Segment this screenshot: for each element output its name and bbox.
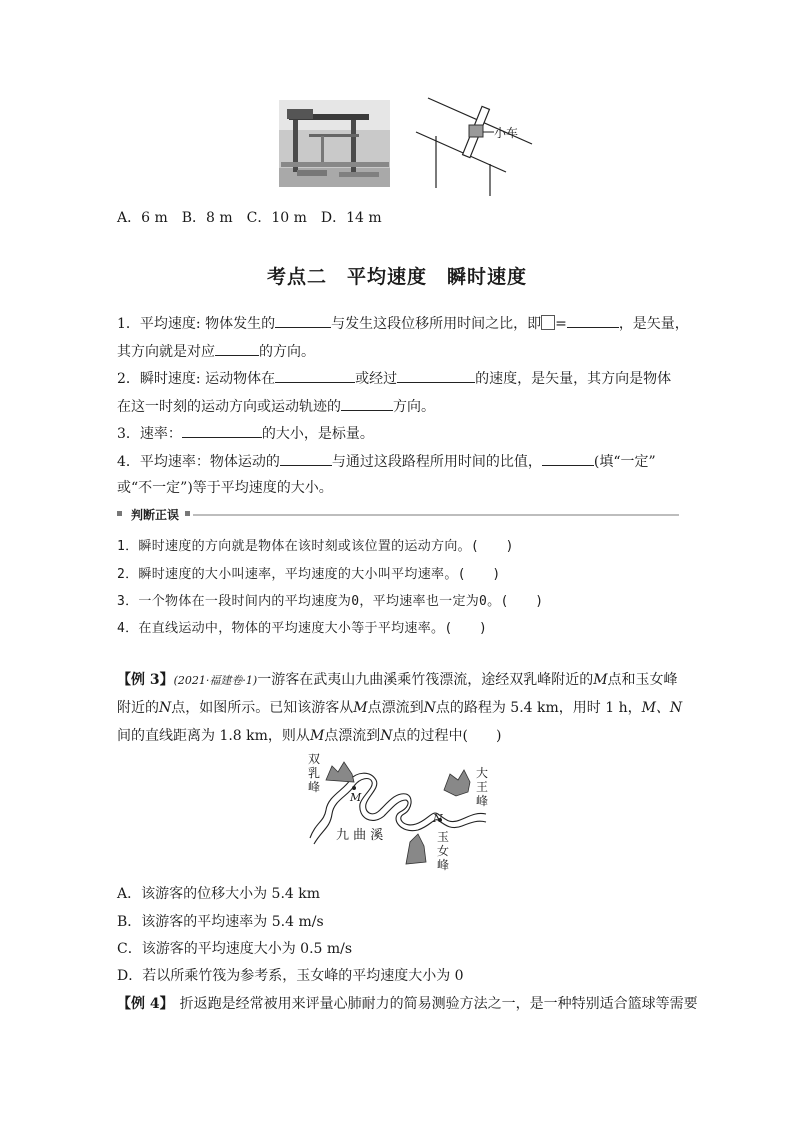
example-text: 间的直线距离为 1.8 km，则从 — [117, 728, 310, 744]
concept-line-2 — [117, 341, 315, 362]
concept-text: ，是矢量， — [618, 316, 689, 332]
concept-text: 的速度，是矢量，其方向是物体 — [475, 371, 672, 387]
concept-text: 1．平均速度: 物体发生的 — [117, 316, 276, 332]
previous-question-options: A．6 m B．8 m C．10 m D．14 m — [117, 210, 382, 226]
fill-blank[interactable] — [275, 313, 331, 328]
concept-line-6 — [117, 451, 656, 472]
crane-photo — [279, 100, 390, 187]
map-point-n: N — [433, 812, 443, 825]
example4-line-1 — [117, 994, 698, 1014]
fill-blank[interactable] — [397, 368, 475, 383]
points-mn: M、N — [641, 700, 683, 716]
river-label: 九 曲 溪 — [336, 828, 384, 843]
concept-line-5 — [117, 423, 374, 444]
point-n: N — [423, 700, 436, 716]
concept-text: 的大小，是标量。 — [261, 426, 374, 442]
fill-blank[interactable] — [542, 451, 594, 466]
concept-text: 在这一时刻的运动方向或运动轨迹的 — [117, 399, 341, 415]
concept-text: 方向。 — [393, 399, 435, 415]
map-point-m: M — [350, 791, 362, 804]
concept-text: 的方向。 — [259, 344, 315, 360]
peak-label-yunv: 玉女峰 — [437, 830, 450, 872]
example-text: 点漂流到 — [324, 728, 381, 744]
example-tag: 【例 4】 — [117, 996, 174, 1012]
point-n: N — [159, 700, 172, 716]
v-symbol-icon — [541, 315, 555, 330]
judge-item: 3．一个物体在一段时间内的平均速度为0，平均速率也一定为0。( ) — [117, 594, 544, 609]
section-title: 考点二 平均速度 瞬时速度 — [266, 266, 527, 288]
river-map — [300, 752, 500, 878]
judge-item: 4．在直线运动中，物体的平均速度大小等于平均速率。( ) — [117, 621, 488, 636]
concept-text: 4．平均速率：物体运动的 — [117, 454, 280, 470]
example-text: 点，如图所示。已知该游客从 — [171, 700, 354, 716]
point-n: N — [380, 728, 393, 744]
point-m: M — [353, 700, 368, 716]
concept-line-7: 或“不一定”)等于平均速度的大小。 — [117, 480, 333, 496]
fill-blank[interactable] — [341, 396, 393, 411]
fill-blank[interactable] — [280, 451, 332, 466]
fill-blank[interactable] — [215, 341, 259, 356]
judge-section-header — [117, 506, 679, 524]
concept-line-1 — [117, 313, 689, 334]
concept-text: (填“一定” — [593, 454, 656, 470]
example3-line-3 — [117, 726, 501, 746]
concept-text: 与发生这段位移所用时间之比，即 — [331, 316, 542, 332]
crane-diagram — [414, 96, 534, 200]
divider — [193, 514, 679, 516]
judge-item: 2．瞬时速度的大小叫速率，平均速度的大小叫平均速率。( ) — [117, 567, 501, 582]
bullet-icon — [117, 511, 122, 516]
example-text: 点漂流到 — [367, 700, 424, 716]
concept-text: 3．速率： — [117, 426, 182, 442]
fill-blank[interactable] — [275, 368, 355, 383]
car-label: 小车 — [494, 126, 519, 140]
concept-text: = — [555, 316, 567, 332]
example3-line-2 — [117, 698, 682, 718]
judge-item: 1．瞬时速度的方向就是物体在该时刻或该位置的运动方向。( ) — [117, 539, 514, 554]
fill-blank[interactable] — [182, 423, 262, 438]
example-text: 附近的 — [117, 700, 159, 716]
peak-label-shuangru: 双乳峰 — [308, 752, 321, 794]
example-text: 点和玉女峰 — [607, 672, 678, 688]
example-text: 一游客在武夷山九曲溪乘竹筏漂流，途经双乳峰附近的 — [257, 672, 594, 688]
concept-line-3 — [117, 368, 671, 389]
example-text: 点的过程中( ) — [392, 728, 502, 744]
judge-header-label: 判断正误 — [131, 508, 180, 522]
concept-text: 与通过这段路程所用时间的比值， — [331, 454, 542, 470]
option-d: D．若以所乘竹筏为参考系，玉女峰的平均速度大小为 0 — [117, 968, 464, 984]
concept-text: 其方向就是对应 — [117, 344, 215, 360]
peak-label-dawang: 大王峰 — [476, 766, 489, 808]
bullet-icon — [185, 511, 190, 516]
option-b: B．该游客的平均速率为 5.4 m/s — [117, 914, 324, 930]
option-c: C．该游客的平均速度大小为 0.5 m/s — [117, 941, 353, 957]
example3-line-1 — [117, 670, 678, 691]
point-m: M — [309, 728, 325, 744]
point-m: M — [593, 672, 608, 688]
example-text: 点的路程为 5.4 km，用时 1 h， — [435, 700, 642, 716]
example-source: (2021·福建卷·1) — [173, 674, 258, 687]
concept-text: 2．瞬时速度: 运动物体在 — [117, 371, 276, 387]
option-a: A．该游客的位移大小为 5.4 km — [117, 886, 321, 902]
example-text: 折返跑是经常被用来评量心肺耐力的简易测验方法之一，是一种特别适合篮球等需要 — [179, 996, 698, 1012]
concept-text: 或经过 — [355, 371, 398, 387]
fill-blank[interactable] — [567, 313, 619, 328]
concept-line-4 — [117, 396, 435, 417]
example-tag: 【例 3】 — [117, 672, 174, 688]
